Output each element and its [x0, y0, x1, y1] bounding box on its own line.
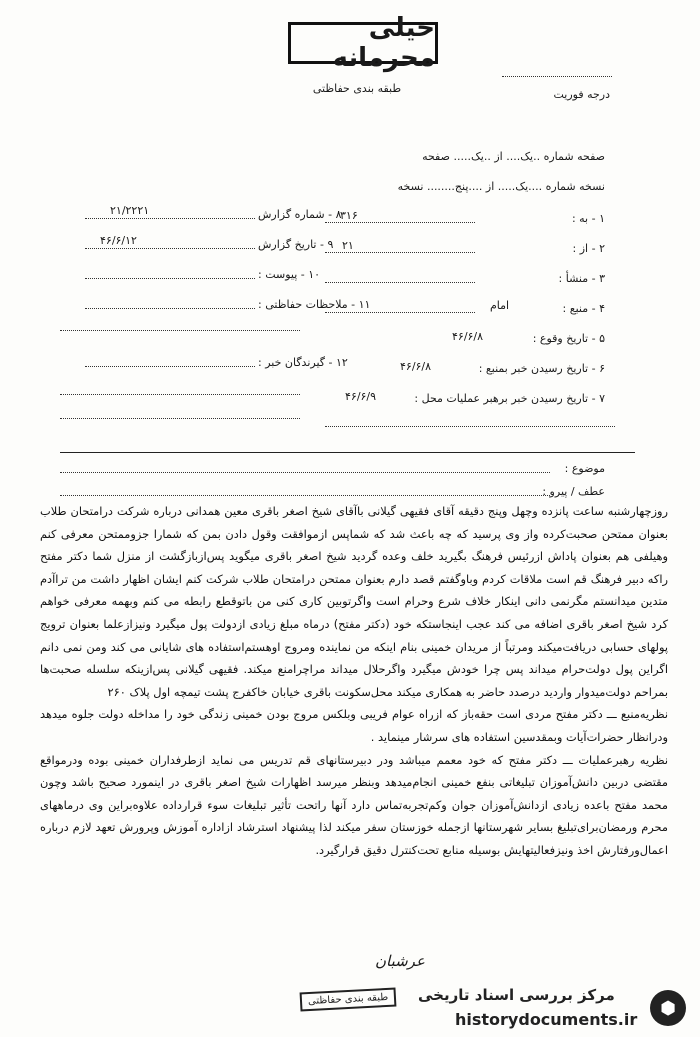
- recipients-line: [85, 366, 255, 367]
- received-ops-label: ۷ - تاریخ رسیدن خبر برهبر عملیات محل :: [414, 392, 605, 405]
- from-value: ۲۱: [342, 239, 354, 252]
- separator-line: [60, 452, 635, 453]
- report-number-value: ۲۱/۲۲۲۱: [110, 204, 150, 217]
- report-date-label: ۹ - تاریخ گزارش: [258, 238, 334, 251]
- subject-label: موضوع :: [564, 462, 605, 475]
- to-value: ۳۱۶: [340, 209, 358, 222]
- security-notes-line: [85, 308, 255, 309]
- origin-line: [325, 282, 475, 283]
- urgency-line: [502, 76, 612, 77]
- recipients-line-2: [60, 394, 300, 395]
- to-line: [325, 222, 475, 223]
- watermark-url: historydocuments.ir: [455, 1010, 638, 1029]
- event-date-label: ۵ - تاریخ وقوع :: [532, 332, 605, 345]
- source-label: ۴ - منبع :: [562, 302, 605, 315]
- signature: عرشبان: [375, 952, 425, 970]
- right-extra-line: [325, 426, 615, 427]
- attachment-line: [85, 278, 255, 279]
- from-line: [325, 252, 475, 253]
- security-notes-line-2: [60, 330, 300, 331]
- recipients-line-3: [60, 418, 300, 419]
- to-label: ۱ - به :: [571, 212, 605, 225]
- body-paragraph-source-opinion: نظریه‌منبع ـــ دکتر مفتح مردی است حقه‌باز که ازراه عوام فریبی وبلکس مروج بودن خمینی زندگی خود را مداخله دولت جلوه میدهد ودرانظار حضرات‌آیات وبمقدسین استفاده های سرشار مینماید .: [40, 707, 668, 744]
- report-date-value: ۴۶/۶/۱۲: [100, 234, 137, 247]
- urgency-label: درجه فوریت: [553, 88, 610, 101]
- attachment-label: ۱۰ - پیوست :: [258, 268, 321, 281]
- received-source-label: ۶ - تاریخ رسیدن خبر بمنبع :: [478, 362, 605, 375]
- event-date-value: ۴۶/۶/۸: [452, 330, 484, 343]
- source-value: امام: [490, 299, 510, 312]
- report-body: [40, 500, 668, 862]
- received-source-value: ۴۶/۶/۸: [400, 360, 432, 373]
- body-paragraph-main: روزچهارشنبه ساعت پانزده وچهل وپنج دقیقه آقای فقیهی گیلانی باآقای شیخ اصغر باقری معین همدانی درباره شرکت درامتحان طلاب بعنوان ممتحن صحبت‌کرده واز وی پرسید که چه باعث شد که شماپس ازموافقت وقول دادن بمن که شمارا جزوممتحن معرفی کنم وهیلفی هم بعنوان پاداش ازرئیس فرهنگ بگیرید خلف وعده گردید شیخ اصغر باقری میگوید پس‌ازبازگشت از منزل شما دکتر مفتح راکه دبیر فرهنگ قم است ملاقات کردم وباوگفتم قصد دارم بعنوان ممتحن درامتحان طلاب شرکت کنم ایشان اظهار داشت من تراآدم متدین میدانستم مگرنمی دانی اینکار خلاف شرع وحرام است واگرتوبین کاری کنی من باتوقطع رابطه می کنم وبهمه معرفی خواهم کرد شیخ اصغر باقری اضافه می کند عجب اینجاستکه خود (دکتر مفتح) درماه مبلغ زیادی ازدولت پول میگیرد ونیزازعلما بعنوان ترویج پولهای حسابی دریافت‌میکند ومرتباً از مریدان خمینی بنام اینکه من نماینده ومروج اوهستم‌استفاده های شایانی می کند ومن نمی دانم اگراین پول دولت‌حرام میداند پس چرا خودش میگیرد واگرحلال میداند مراچرامنع میکند. فقیهی گیلانی پس‌ازینکه سلسله صحبت‌ها بمراحم دولت‌میدوار واردید درصدد حاضر به همکاری میکند محل‌سکونت باقری خیابان خاکفرج پشت تیمچه اول پلاک ۲۶۰: [40, 504, 668, 699]
- reference-line: [60, 495, 550, 496]
- copy-number-field: نسخه شماره ....یک..... از ....پنج........ نسخه: [397, 180, 605, 193]
- report-date-line: [85, 248, 255, 249]
- classification-label: طبقه بندی حفاظتی: [312, 82, 402, 95]
- recipients-label: ۱۲ - گیرندگان خبر :: [258, 356, 348, 369]
- archive-logo-icon: ⬢: [650, 990, 686, 1026]
- subject-line: [60, 472, 550, 473]
- classification-stamp: طبقه بندی حفاظتی: [300, 987, 397, 1011]
- reference-label: عطف / پیرو :: [542, 485, 605, 498]
- document-title: خیلی محرمانه: [288, 22, 438, 64]
- watermark-persian: مرکز بررسی اسناد تاریخی: [418, 986, 615, 1004]
- from-label: ۲ - از :: [572, 242, 605, 255]
- page-number-field: صفحه شماره ..یک.... از ..یک..... صفحه: [422, 150, 605, 163]
- source-line: [325, 312, 475, 313]
- report-number-line: [85, 218, 255, 219]
- origin-label: ۳ - منشأ :: [558, 272, 605, 285]
- received-ops-value: ۴۶/۶/۹: [345, 390, 377, 403]
- security-notes-label: ۱۱ - ملاحظات حفاظتی :: [258, 298, 371, 311]
- body-paragraph-operations-opinion: نظریه رهبرعملیات ـــ دکتر مفتح که خود معمم میباشد ودر دبیرستانهای قم تدریس می نماید ازطرفداران خمینی بوده ودرمواقع مقتضی دربین دانش‌آموزان تبلیغاتی بنفع خمینی انجام‌میدهد وبنظر میرسد اظهارات شیخ اصغر باقری در اینمورد صحیح باشد وچون محمد مفتح باعده زیادی ازدانش‌آموزان جوان وکم‌تجربه‌تماس دارد آنها راتحت تأثیر تبلیغات سوء قرارداده علاوه‌براین وی درماههای محرم ورمضان‌برای‌تبلیغ بسایر شهرستانها ازجمله خوزستان سفر میکند لذا پیشنهاد استرشاد ازاداره آموزش وپرورش تعهد لازم درباره اعمال‌ورفتارش اخذ ونیزفعالیتهایش بوسیله منابع تحت‌کنترل دقیق قرارگیرد.: [40, 752, 668, 857]
- report-number-label: ۸ - شماره گزارش: [258, 208, 342, 221]
